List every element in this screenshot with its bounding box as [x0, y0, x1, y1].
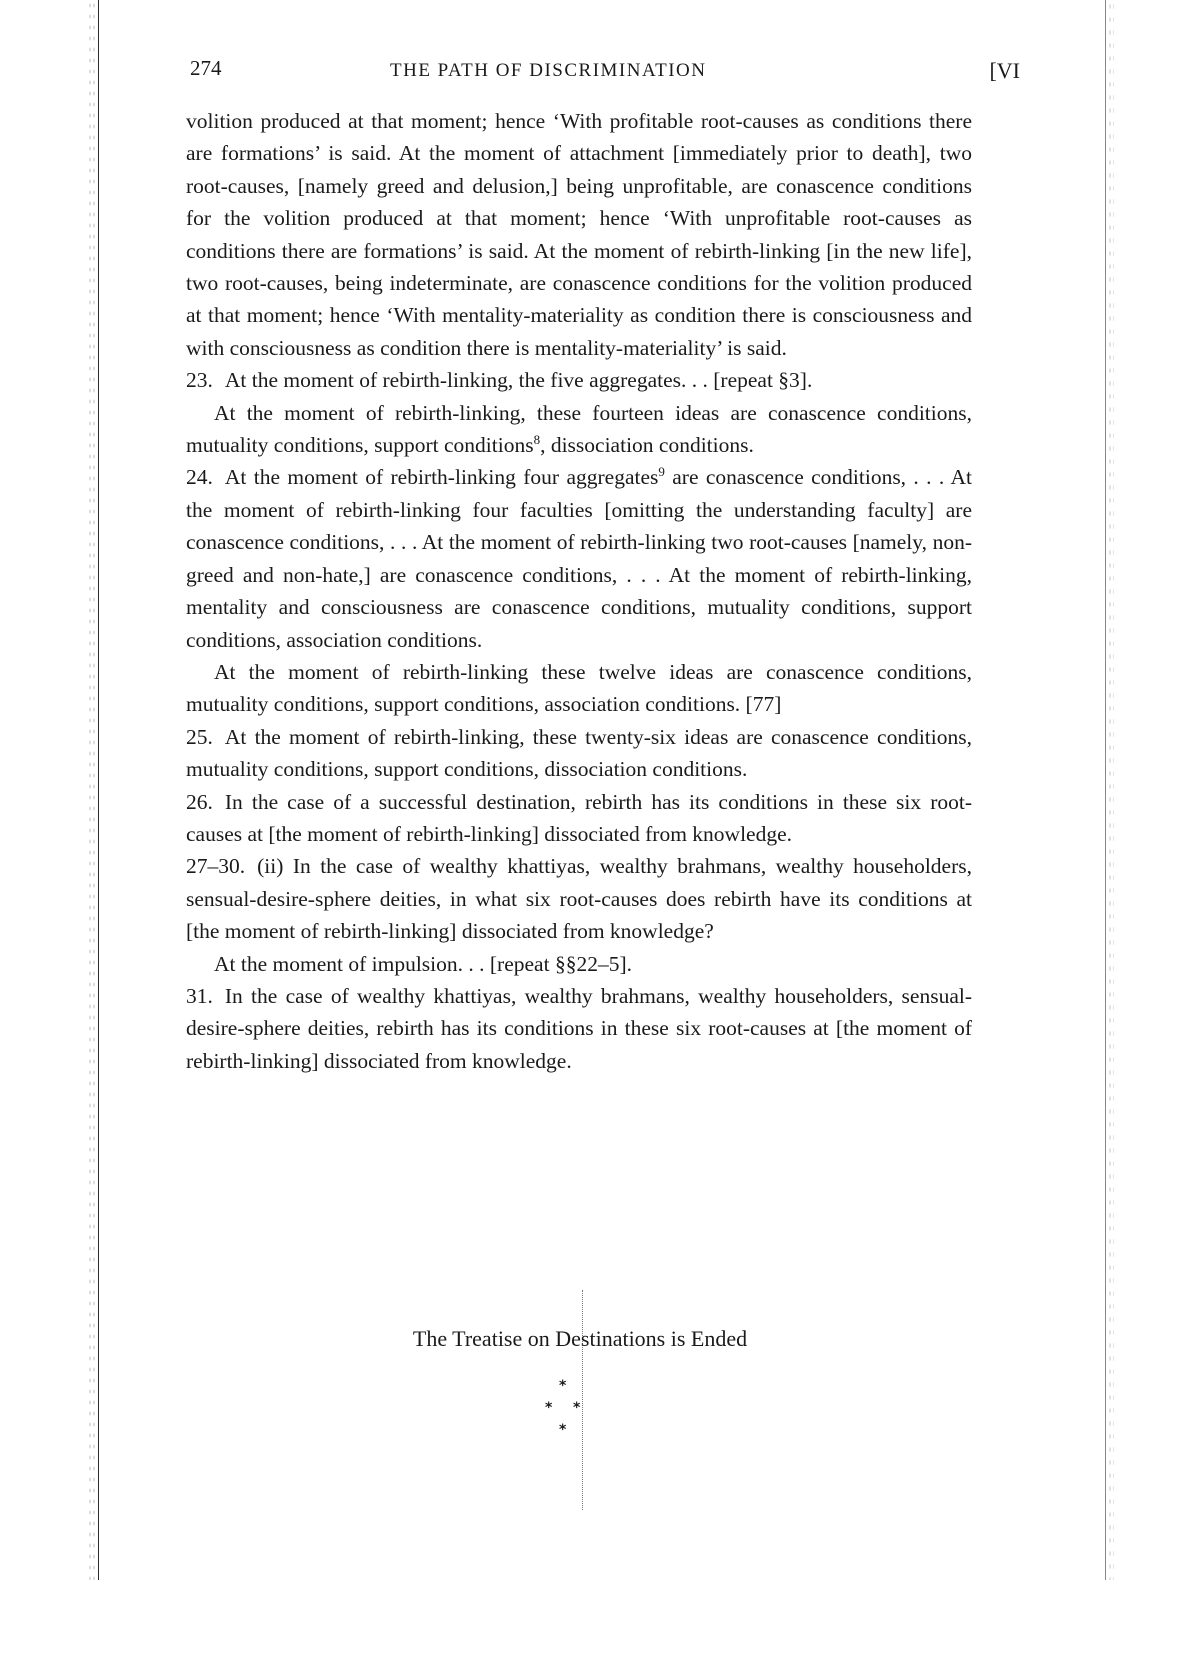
asterisk-icon: * [573, 1400, 581, 1416]
paragraph-number: 31. [186, 983, 213, 1008]
asterisk-icon: * [545, 1400, 553, 1416]
paragraph: 26. In the case of a successful destination, rebirth has its conditions in these six root-causes at [the moment of rebirth-linking] dissociated from knowledge. [186, 789, 972, 846]
body-text [186, 105, 972, 1077]
asterisk-icon: * [559, 1378, 567, 1394]
paragraph: 23. At the moment of rebirth-linking, the five aggregates. . . [repeat §3]. [186, 368, 813, 393]
paragraph-number: 25. [186, 724, 213, 749]
paragraph-number: 23. [186, 368, 213, 393]
footnote-ref[interactable]: 9 [658, 464, 665, 480]
footnote-ref[interactable]: 8 [533, 431, 541, 447]
paragraph: At the moment of impulsion. . . [repeat §§22–5]. [214, 951, 632, 976]
paragraph: At the moment of rebirth-linking, these fourteen ideas are conascence conditions, mutuality conditions, support conditions$^8$, dissociation conditions. [186, 400, 972, 458]
page-header [190, 54, 1020, 88]
paragraph: At the moment of rebirth-linking these twelve ideas are conascence conditions, mutuality conditions, support conditions, association conditions. [77] [186, 659, 972, 717]
asterism-ornament [545, 1378, 585, 1448]
page-number: 274 [190, 56, 222, 80]
paragraph-number: 24. [186, 465, 213, 490]
paragraph: 24. At the moment of rebirth-linking four aggregates$^9$ are conascence conditions, . . . At the moment of rebirth-linking four faculties [omitting the understanding faculty] are conascence conditions, . . . At the moment of rebirth-linking two root-causes [namely, non-greed and non-hate,] are conascence conditions, . . . At the moment of rebirth-linking, mentality and consciousness are conascence conditions, mutuality conditions, support conditions, association conditions. [186, 464, 972, 652]
running-head: THE PATH OF DISCRIMINATION [390, 60, 707, 81]
section-end-title: The Treatise on Destinations is Ended [412, 1326, 748, 1351]
paragraph: 31. In the case of wealthy khattiyas, wealthy brahmans, wealthy householders, sensual-desire-sphere deities, rebirth has its conditions in these six root-causes at [the moment of rebirth-linking] dissociated from knowledge. [186, 983, 972, 1073]
paragraph: 27–30. (ii) In the case of wealthy khattiyas, wealthy brahmans, wealthy householders, sensual-desire-sphere deities, in what six root-causes does rebirth have its conditions at [the moment of rebirth-linking] dissociated from knowledge? [186, 854, 972, 944]
paragraph: 25. At the moment of rebirth-linking, these twenty-six ideas are conascence conditions, mutuality conditions, support conditions, dissociation conditions. [186, 724, 972, 782]
paragraph-number: 27–30. [186, 854, 246, 879]
chapter-mark: [VI [989, 58, 1020, 83]
paragraph-number: 26. [186, 789, 213, 814]
asterisk-icon: * [559, 1422, 567, 1438]
paragraph: volition produced at that moment; hence ‘With profitable root-causes as conditions there are formations’ is said. At the moment of attachment [immediately prior to death], two root-causes, [namely greed and delusion,] being unprofitable, are conascence conditions for the volition produced at that moment; hence ‘With unprofitable root-causes as conditions there are formations’ is said. At the moment of rebirth-linking [in the new life], two root-causes, being indeterminate, are conascence conditions for the volition produced at that moment; hence ‘With mentality-materiality as condition there is consciousness and with consciousness as condition there is mentality-materiality’ is said. [186, 109, 972, 360]
